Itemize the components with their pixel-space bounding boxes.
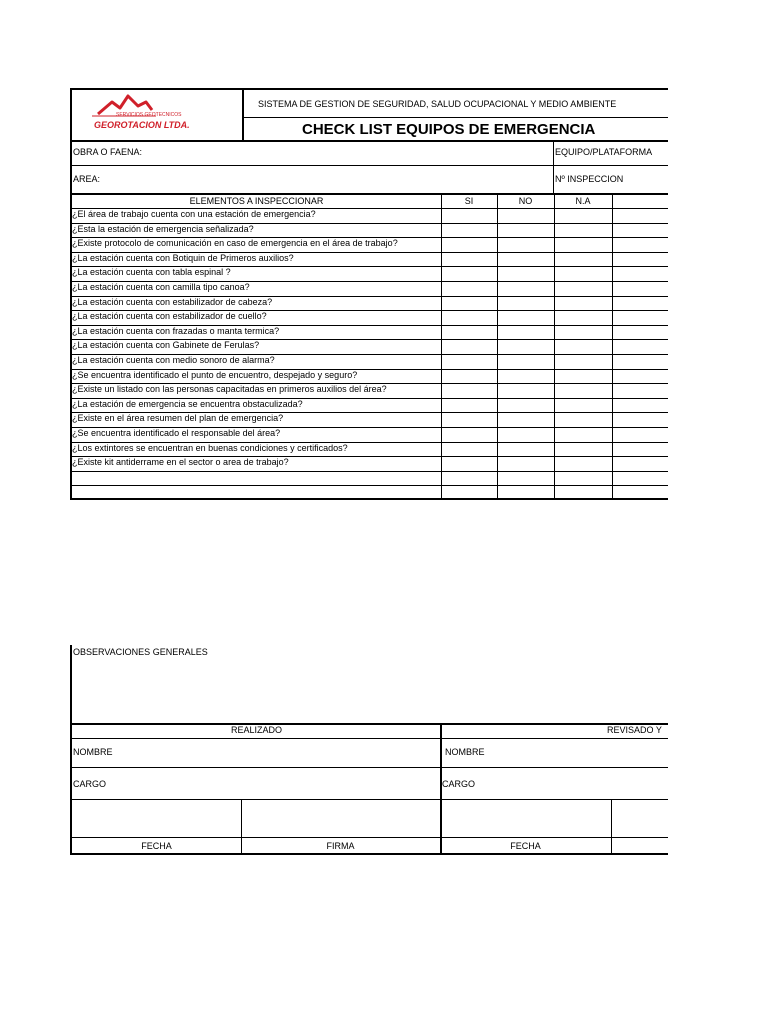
equipo-label: EQUIPO/PLATAFORMA	[555, 147, 653, 157]
nombre-left-label: NOMBRE	[73, 747, 113, 757]
checklist-item: ¿Se encuentra identificado el punto de encuentro, despejado y seguro?	[72, 369, 358, 380]
checklist-item: ¿Los extintores se encuentran en buenas condiciones y certificados?	[72, 442, 348, 453]
area-label: AREA:	[73, 174, 101, 184]
checklist-item: ¿La estación cuenta con medio sonoro de alarma?	[72, 355, 275, 365]
fecha-right-label: FECHA	[510, 841, 541, 851]
checklist-item: ¿El área de trabajo cuenta con una estación de emergencia?	[72, 209, 316, 219]
inspeccion-label: Nº INSPECCION	[555, 174, 624, 184]
checklist-item: ¿Existe en el área resumen del plan de emergencia?	[72, 413, 284, 424]
header-no: NO	[518, 196, 533, 206]
firma-label: FIRMA	[326, 841, 355, 851]
checklist-item: ¿La estación cuenta con frazadas o manta termica?	[72, 325, 280, 336]
checklist-item: ¿La estación cuenta con Gabinete de Ferulas?	[72, 340, 260, 351]
header-si: SI	[464, 196, 474, 206]
cargo-left-label: CARGO	[73, 779, 107, 789]
document-title: CHECK LIST EQUIPOS DE EMERGENCIA	[302, 121, 596, 138]
company-tagline: SERVICIOS GEOTECNICOS	[116, 112, 182, 118]
obra-label: OBRA O FAENA:	[73, 147, 143, 157]
checklist-item: ¿Esta la estación de emergencia señalizada?	[72, 223, 254, 234]
company-logo	[90, 92, 225, 134]
checklist-item: ¿Se encuentra identificado el responsable del área?	[72, 428, 281, 438]
header-na: N.A	[575, 196, 591, 206]
checklist-item: ¿La estación cuenta con tabla espinal ?	[72, 267, 231, 278]
fecha-left-label: FECHA	[141, 841, 172, 851]
checklist-item: ¿La estación de emergencia se encuentra obstaculizada?	[72, 398, 303, 409]
nombre-right-label: NOMBRE	[445, 747, 485, 757]
checklist-item: ¿Existe un listado con las personas capacitadas en primeros auxilios del área?	[72, 384, 387, 395]
checklist-item: ¿La estación cuenta con estabilizador de cuello?	[72, 311, 267, 322]
revisado-label: REVISADO Y	[607, 725, 662, 735]
checklist-item: ¿La estación cuenta con camilla tipo canoa?	[72, 282, 250, 292]
system-title: SISTEMA DE GESTION DE SEGURIDAD, SALUD OCUPACIONAL Y MEDIO AMBIENTE	[258, 99, 617, 109]
checklist-item: ¿La estación cuenta con Botiquin de Primeros auxilios?	[72, 252, 294, 263]
checklist-item: ¿Existe kit antiderrame en el sector o area de trabajo?	[72, 457, 289, 468]
header-elementos: ELEMENTOS A INSPECCIONAR	[189, 196, 324, 206]
checklist-item: ¿Existe protocolo de comunicación en caso de emergencia en el área de trabajo?	[72, 238, 398, 249]
company-name: GEOROTACION LTDA.	[94, 120, 190, 130]
realizado-label: REALIZADO	[230, 725, 282, 735]
cargo-right-label: CARGO	[442, 779, 476, 789]
checklist-item: ¿La estación cuenta con estabilizador de cabeza?	[72, 296, 273, 307]
observaciones-label: OBSERVACIONES GENERALES	[73, 647, 208, 657]
